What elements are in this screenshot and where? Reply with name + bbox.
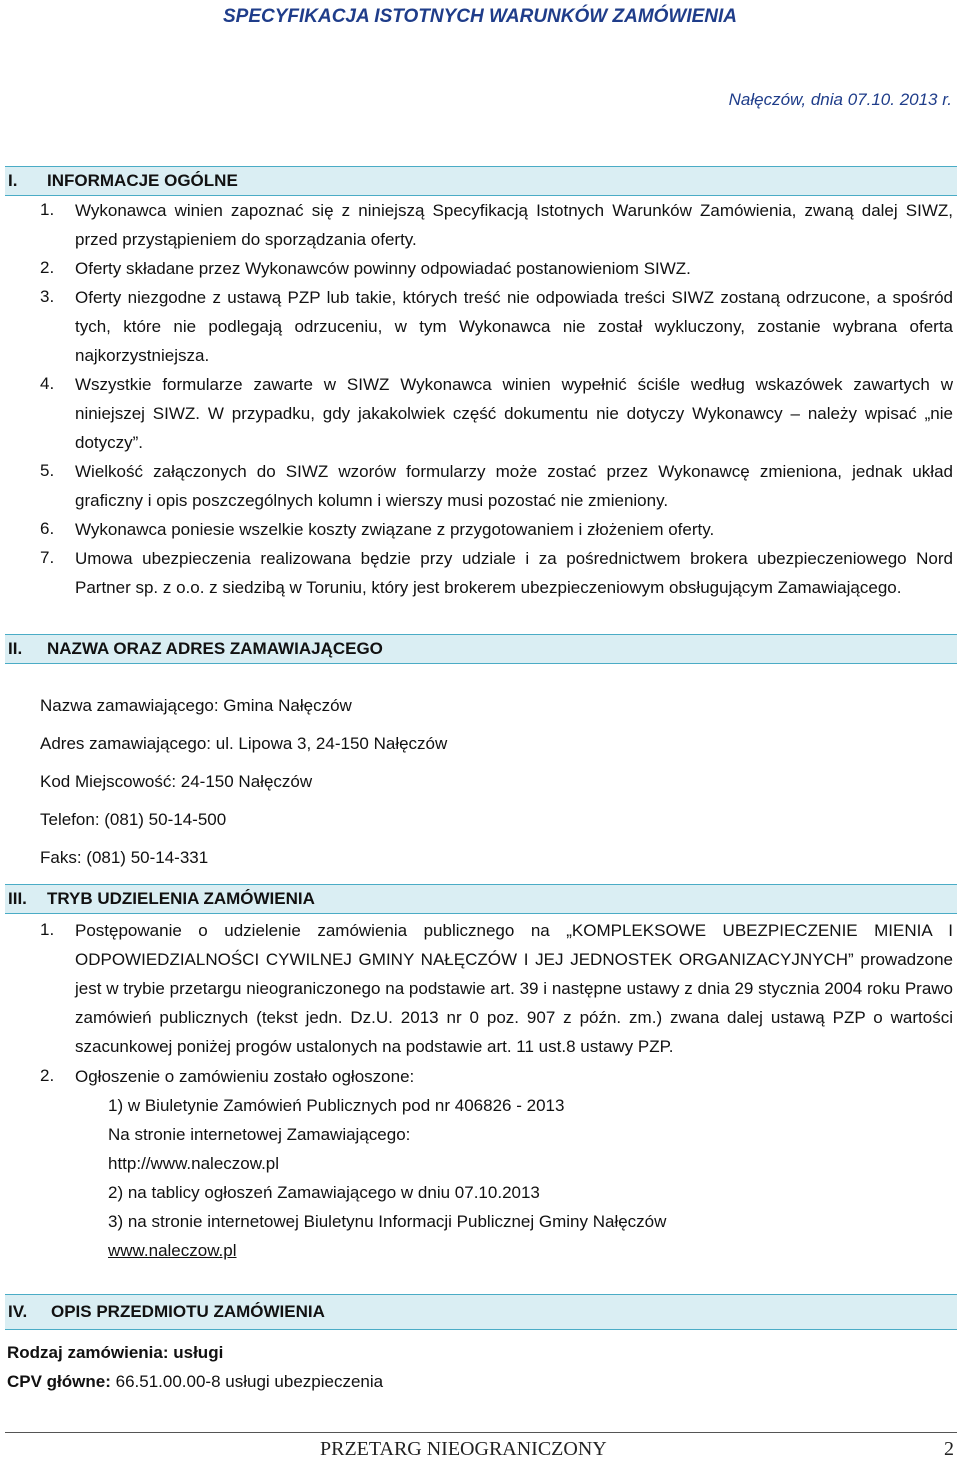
section-title: NAZWA ORAZ ADRES ZAMAWIAJĄCEGO bbox=[47, 639, 383, 658]
announcement-sub-1-line2: Na stronie internetowej Zamawiającego: bbox=[108, 1125, 411, 1144]
item-number: 7. bbox=[40, 548, 55, 567]
document-date: Nałęczów, dnia 07.10. 2013 r. bbox=[728, 90, 952, 109]
section-title: OPIS PRZEDMIOTU ZAMÓWIENIA bbox=[51, 1302, 325, 1321]
document-header-title: SPECYFIKACJA ISTOTNYCH WARUNKÓW ZAMÓWIENIA bbox=[222, 6, 738, 27]
item-number: 4. bbox=[40, 374, 55, 393]
item-number: 5. bbox=[40, 461, 55, 480]
announcement-sub-2: 2) na tablicy ogłoszeń Zamawiającego w dniu 07.10.2013 bbox=[108, 1183, 540, 1202]
section-title: TRYB UDZIELENIA ZAMÓWIENIA bbox=[47, 889, 315, 908]
item-number: 1. bbox=[40, 920, 55, 939]
footer-label: PRZETARG NIEOGRANICZONY bbox=[320, 1438, 607, 1460]
order-kind: Rodzaj zamówienia: usługi bbox=[7, 1343, 224, 1362]
cpv-label: CPV główne: bbox=[7, 1372, 111, 1391]
contact-name: Nazwa zamawiającego: Gmina Nałęczów bbox=[40, 696, 352, 715]
section-number: IV. bbox=[8, 1302, 28, 1321]
page-number: 2 bbox=[944, 1438, 954, 1460]
section-number: I. bbox=[8, 171, 18, 190]
list-item: Wykonawca winien zapoznać się z niniejszą Specyfikacją Istotnych Warunków Zamówienia, zwaną dalej SIWZ, przed przystąpieniem do sporządzania oferty. bbox=[75, 201, 953, 249]
section-header-4 bbox=[5, 1294, 957, 1330]
contact-postcode: Kod Miejscowość: 24-150 Nałęczów bbox=[40, 772, 313, 791]
footer-divider bbox=[5, 1432, 957, 1433]
section-header-2 bbox=[5, 634, 957, 664]
section-title: INFORMACJE OGÓLNE bbox=[47, 171, 238, 190]
list-item: Wielkość załączonych do SIWZ wzorów formularzy może zostać przez Wykonawcę zmieniona, jednak układ graficzny i opis poszczególnych kolumn i wierszy musi pozostać nie zmieniony. bbox=[75, 462, 953, 510]
list-item: Umowa ubezpieczenia realizowana będzie przy udziale i za pośrednictwem brokera ubezpieczeniowego Nord Partner sp. z o.o. z siedzibą w Toruniu, który jest brokerem ubezpieczeniowym obsługującym Zamawiającego. bbox=[75, 549, 953, 597]
item-number: 2. bbox=[40, 1066, 55, 1085]
cpv-value: 66.51.00.00-8 usługi ubezpieczenia bbox=[110, 1372, 384, 1391]
item-number: 3. bbox=[40, 287, 55, 306]
contact-address: Adres zamawiającego: ul. Lipowa 3, 24-150 Nałęczów bbox=[40, 734, 448, 753]
announcement-sub-1: 1) w Biuletynie Zamówień Publicznych pod nr 406826 - 2013 bbox=[108, 1096, 565, 1115]
section-header-3 bbox=[5, 884, 957, 914]
bip-link[interactable]: www.naleczow.pl bbox=[108, 1241, 237, 1260]
section-number: III. bbox=[8, 889, 27, 908]
section-header-1 bbox=[5, 166, 957, 196]
cpv-line bbox=[7, 1372, 383, 1392]
item-number: 2. bbox=[40, 258, 55, 277]
contact-phone: Telefon: (081) 50-14-500 bbox=[40, 810, 227, 829]
procedure-text: Postępowanie o udzielenie zamówienia publicznego na „KOMPLEKSOWE UBEZPIECZENIE MIENIA I ODPOWIEDZIALNOŚCI CYWILNEJ GMINY NAŁĘCZÓW I JEJ JEDNOSTEK ORGANIZACYJNYCH” prowadzone jest w trybie przetargu nieograniczonego na podstawie art. 39 i następne ustawy z dnia 29 stycznia 2004 roku Prawo zamówień publicznych (tekst jedn. Dz.U. 2013 nr 0 poz. 907 z późn. zm.) zwana dalej ustawą PZP o wartości szacunkowej poniżej progów ustalonych na podstawie art. 11 ust.8 ustawy PZP. bbox=[75, 921, 953, 1056]
announcement-sub-3: 3) na stronie internetowej Biuletynu Informacji Publicznej Gminy Nałęczów bbox=[108, 1212, 667, 1231]
item-number: 1. bbox=[40, 200, 55, 219]
list-item: Oferty niezgodne z ustawą PZP lub takie, których treść nie odpowiada treści SIWZ zostaną odrzucone, a spośród tych, które nie podlegają odrzuceniu, w tym Wykonawca nie został wykluczony, zostanie wybrana oferta najkorzystniejsza. bbox=[75, 288, 953, 365]
list-item: Wykonawca poniesie wszelkie koszty związane z przygotowaniem i złożeniem oferty. bbox=[75, 520, 715, 539]
announcement-intro: Ogłoszenie o zamówieniu zostało ogłoszone: bbox=[75, 1067, 415, 1086]
list-item: Oferty składane przez Wykonawców powinny odpowiadać postanowieniom SIWZ. bbox=[75, 259, 691, 278]
section-number: II. bbox=[8, 639, 23, 658]
announcement-sub-1-url[interactable]: http://www.naleczow.pl bbox=[108, 1154, 280, 1173]
contact-fax: Faks: (081) 50-14-331 bbox=[40, 848, 209, 867]
list-item: Wszystkie formularze zawarte w SIWZ Wykonawca winien wypełnić ściśle według wskazówek zawartych w niniejszej SIWZ. W przypadku, gdy jakakolwiek część dokumentu nie dotyczy Wykonawcy – należy wpisać „nie dotyczy”. bbox=[75, 375, 953, 452]
item-number: 6. bbox=[40, 519, 55, 538]
